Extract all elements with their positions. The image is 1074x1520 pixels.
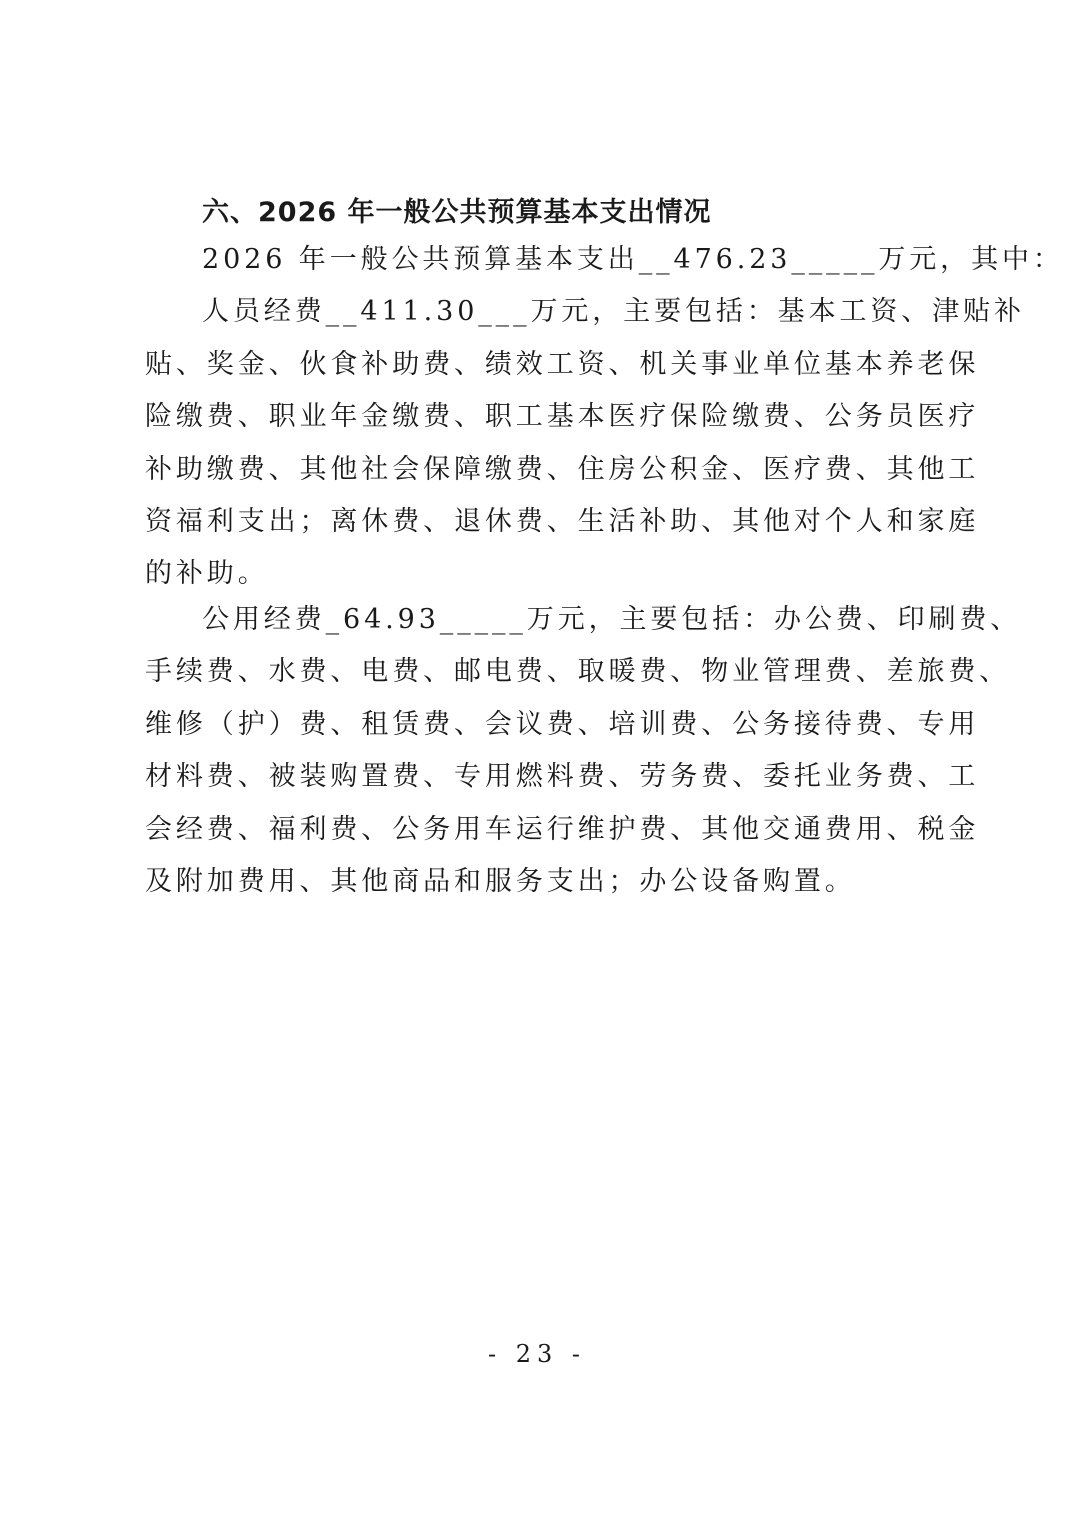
basic-expenditure-paragraph [145,234,1064,601]
paragraph-line: 材料费、被装购置费、专用燃料费、劳务费、委托业务费、工 [145,761,980,793]
paragraph-line: 2026 年一般公共预算基本支出__476.23_____万元，其中： [202,244,1064,275]
section-heading: 六、2026 年一般公共预算基本支出情况 [202,197,712,228]
paragraph-line: 贴、奖金、伙食补助费、绩效工资、机关事业单位基本养老保 [145,348,980,380]
paragraph-line: 险缴费、职业年金缴费、职工基本医疗保险缴费、公务员医疗 [145,401,980,433]
page-number: - 23 - [487,1340,586,1368]
public-expenditure-paragraph [145,594,1022,908]
paragraph-line: 公用经费_64.93_____万元，主要包括：办公费、印刷费、 [202,604,1022,635]
paragraph-line: 维修（护）费、租赁费、会议费、培训费、公务接待费、专用 [145,708,980,740]
paragraph-line: 及附加费用、其他商品和服务支出；办公设备购置。 [145,866,856,898]
paragraph-line: 人员经费__411.30___万元，主要包括：基本工资、津贴补 [202,296,1025,328]
paragraph-line: 资福利支出；离休费、退休费、生活补助、其他对个人和家庭 [145,506,980,538]
paragraph-line: 的补助。 [145,558,269,590]
paragraph-line: 手续费、水费、电费、邮电费、取暖费、物业管理费、差旅费、 [145,656,1011,688]
paragraph-line: 补助缴费、其他社会保障缴费、住房公积金、医疗费、其他工 [145,453,980,485]
paragraph-line: 会经费、福利费、公务用车运行维护费、其他交通费用、税金 [145,813,980,845]
